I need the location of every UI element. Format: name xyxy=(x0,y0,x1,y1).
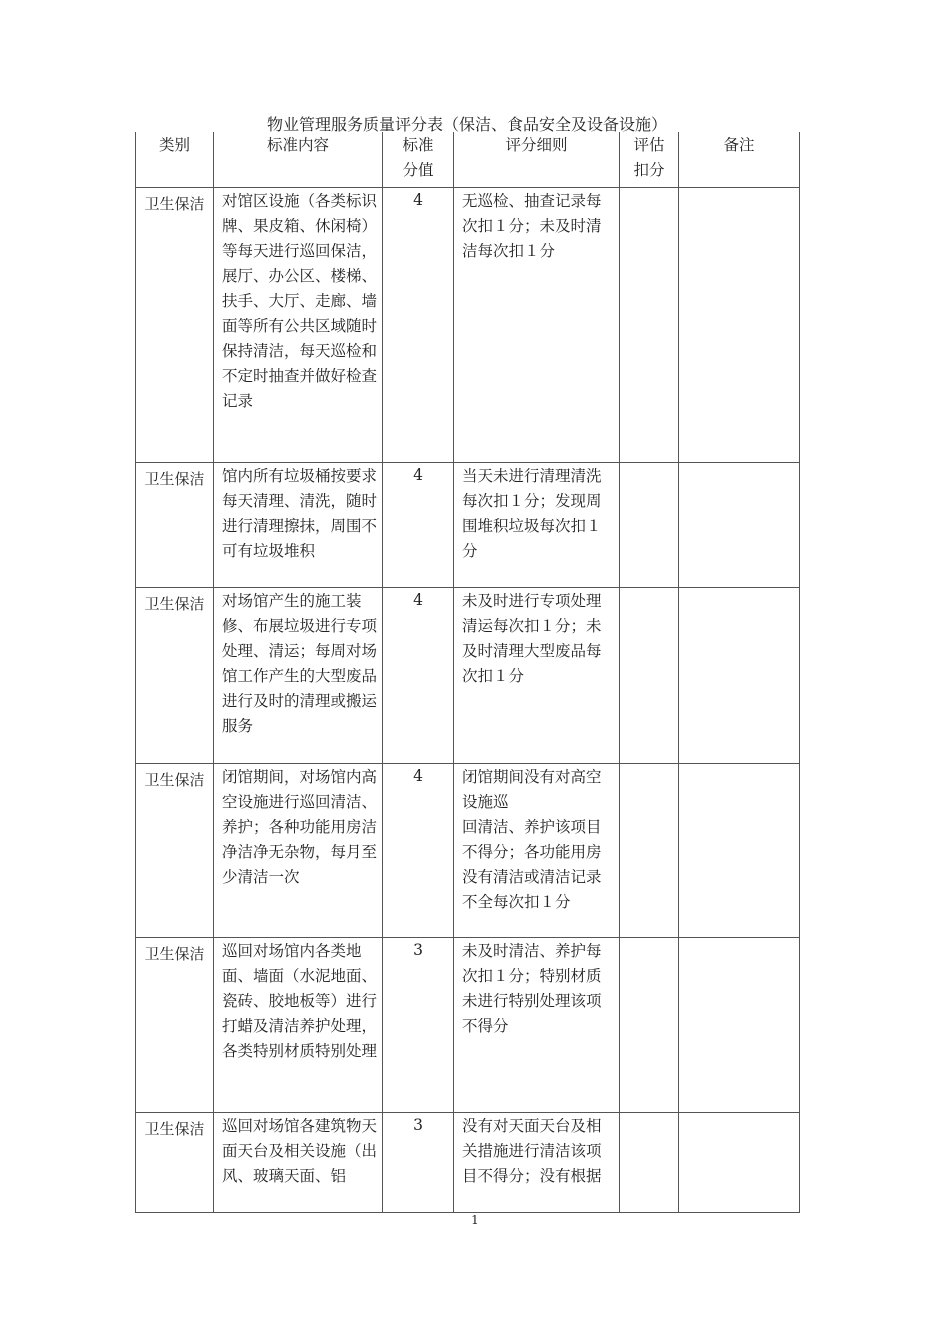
standard-cell: 馆内所有垃圾桶按要求每天清理、清洗，随时进行清理擦抹，周围不可有垃圾堆积 xyxy=(214,462,383,587)
page-title: 物业管理服务质量评分表（保洁、食品安全及设备设施） xyxy=(266,115,667,134)
header-row xyxy=(136,132,800,187)
score-cell: 3 xyxy=(383,1112,454,1212)
deduct-cell[interactable] xyxy=(620,462,679,587)
score-cell: 4 xyxy=(383,587,454,763)
standard-cell: 巡回对场馆内各类地面、墙面（水泥地面、瓷砖、胶地板等）进行打蜡及清洁养护处理，各类特别材质特别处理 xyxy=(214,937,383,1112)
score-cell: 4 xyxy=(383,763,454,937)
remark-cell[interactable] xyxy=(679,187,800,462)
table-row xyxy=(136,937,800,1112)
remark-cell[interactable] xyxy=(679,1112,800,1212)
deduct-cell[interactable] xyxy=(620,763,679,937)
header-standard: 标准内容 xyxy=(214,132,383,187)
category-cell: 卫生保洁 xyxy=(136,763,214,937)
standard-cell: 闭馆期间，对场馆内高空设施进行巡回清洁、养护；各种功能用房洁净洁净无杂物，每月至少清洁一次 xyxy=(214,763,383,937)
table-row xyxy=(136,187,800,462)
rule-cell: 未及时清洁、养护每次扣１分；特别材质未进行特别处理该项不得分 xyxy=(454,937,620,1112)
deduct-cell[interactable] xyxy=(620,937,679,1112)
header-remark: 备注 xyxy=(679,132,800,187)
category-cell: 卫生保洁 xyxy=(136,587,214,763)
rule-cell: 无巡检、抽查记录每次扣１分；未及时清洁每次扣１分 xyxy=(454,187,620,462)
remark-cell[interactable] xyxy=(679,462,800,587)
header-rule: 评分细则 xyxy=(454,132,620,187)
category-cell: 卫生保洁 xyxy=(136,187,214,462)
remark-cell[interactable] xyxy=(679,763,800,937)
standard-cell: 对馆区设施（各类标识牌、果皮箱、休闲椅）等每天进行巡回保洁，展厅、办公区、楼梯、扶手、大厅、走廊、墙面等所有公共区域随时保持清洁，每天巡检和不定时抽查并做好检查记录 xyxy=(214,187,383,462)
remark-cell[interactable] xyxy=(679,587,800,763)
rule-cell: 未及时进行专项处理清运每次扣１分；未及时清理大型废品每次扣１分 xyxy=(454,587,620,763)
standard-cell: 巡回对场馆各建筑物天面天台及相关设施（出风、玻璃天面、铝 xyxy=(214,1112,383,1212)
score-cell: 4 xyxy=(383,187,454,462)
header-score: 标准 分值 xyxy=(383,132,454,187)
deduct-cell[interactable] xyxy=(620,187,679,462)
rule-cell: 没有对天面天台及相关措施进行清洁该项目不得分；没有根据 xyxy=(454,1112,620,1212)
remark-cell[interactable] xyxy=(679,937,800,1112)
header-category: 类别 xyxy=(136,132,214,187)
scoring-table xyxy=(135,132,800,1213)
table-row xyxy=(136,1112,800,1212)
page-number: 1 xyxy=(471,1213,479,1227)
table-row xyxy=(136,462,800,587)
score-cell: 3 xyxy=(383,937,454,1112)
category-cell: 卫生保洁 xyxy=(136,1112,214,1212)
rule-cell: 当天未进行清理清洗每次扣１分；发现周围堆积垃圾每次扣１分 xyxy=(454,462,620,587)
table-row xyxy=(136,587,800,763)
header-deduct: 评估 扣分 xyxy=(620,132,679,187)
deduct-cell[interactable] xyxy=(620,1112,679,1212)
standard-cell: 对场馆产生的施工装修、布展垃圾进行专项处理、清运；每周对场馆工作产生的大型废品进行及时的清理或搬运服务 xyxy=(214,587,383,763)
category-cell: 卫生保洁 xyxy=(136,462,214,587)
rule-cell: 闭馆期间没有对高空设施巡 回清洁、养护该项目不得分；各功能用房没有清洁或清洁记录不全每次扣１分 xyxy=(454,763,620,937)
table-row xyxy=(136,763,800,937)
score-cell: 4 xyxy=(383,462,454,587)
category-cell: 卫生保洁 xyxy=(136,937,214,1112)
deduct-cell[interactable] xyxy=(620,587,679,763)
